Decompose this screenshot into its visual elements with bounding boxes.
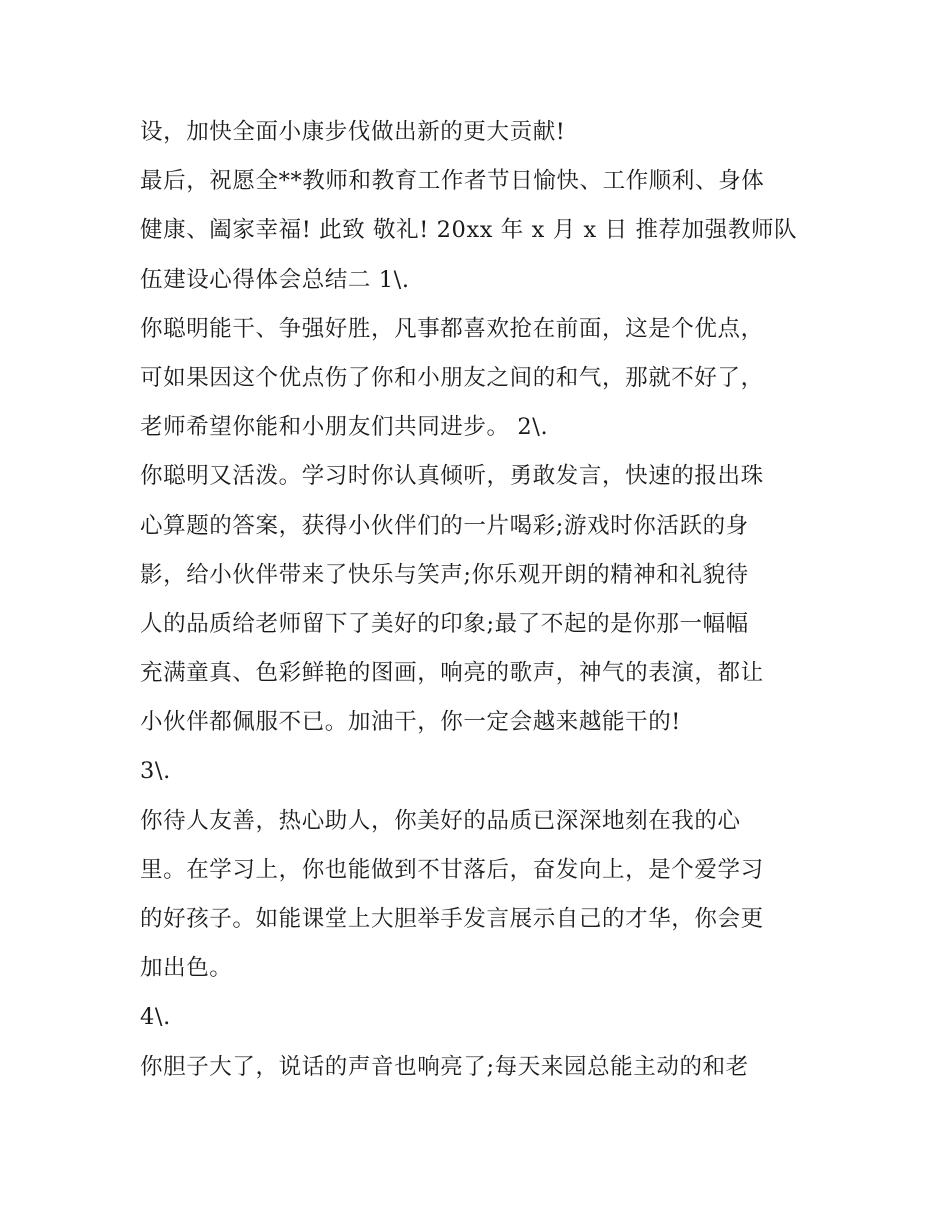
text-line: 3\.: [140, 758, 171, 785]
text-line: 加出色。: [140, 955, 233, 982]
text-line: 的好孩子。如能课堂上大胆举手发言展示自己的才华，你会更: [140, 906, 764, 932]
text-line: 设，加快全面小康步伐做出新的更大贡献!: [140, 119, 566, 145]
text-line: 你聪明又活泼。学习时你认真倾听，勇敢发言，快速的报出珠: [140, 463, 764, 490]
text-line: 充满童真、色彩鲜艳的图画，响亮的歌声，神气的表演，都让: [140, 660, 764, 687]
text-line: 4\.: [140, 1004, 171, 1031]
text-line: 你胆子大了，说话的声音也响亮了;每天来园总能主动的和老: [140, 1053, 749, 1080]
text-line: 伍建设心得体会总结二 1\.: [140, 266, 410, 293]
text-line: 影，给小伙伴带来了快乐与笑声;你乐观开朗的精神和礼貌待: [140, 561, 749, 588]
text-line: 人的品质给老师留下了美好的印象;最了不起的是你那一幅幅: [140, 610, 749, 637]
text-line: 你待人友善，热心助人，你美好的品质已深深地刻在我的心: [140, 807, 741, 834]
text-line: 可如果因这个优点伤了你和小朋友之间的和气，那就不好了，: [140, 364, 764, 391]
text-line: 小伙伴都佩服不已。加油干，你一定会越来越能干的!: [140, 709, 681, 736]
text-line: 老师希望你能和小朋友们共同进步。 2\.: [140, 414, 549, 441]
text-line: 心算题的答案，获得小伙伴们的一片喝彩;游戏时你活跃的身: [140, 512, 749, 539]
document-body: [140, 108, 820, 1092]
text-line: 最后，祝愿全**教师和教育工作者节日愉快、工作顺利、身体: [140, 168, 765, 195]
text-line: 健康、阖家幸福! 此致 敬礼! 20xx 年 x 月 x 日 推荐加强教师队: [140, 217, 798, 244]
text-line: 里。在学习上，你也能做到不甘落后，奋发向上，是个爱学习: [140, 856, 764, 883]
text-line: 你聪明能干、争强好胜，凡事都喜欢抢在前面，这是个优点，: [140, 315, 764, 342]
